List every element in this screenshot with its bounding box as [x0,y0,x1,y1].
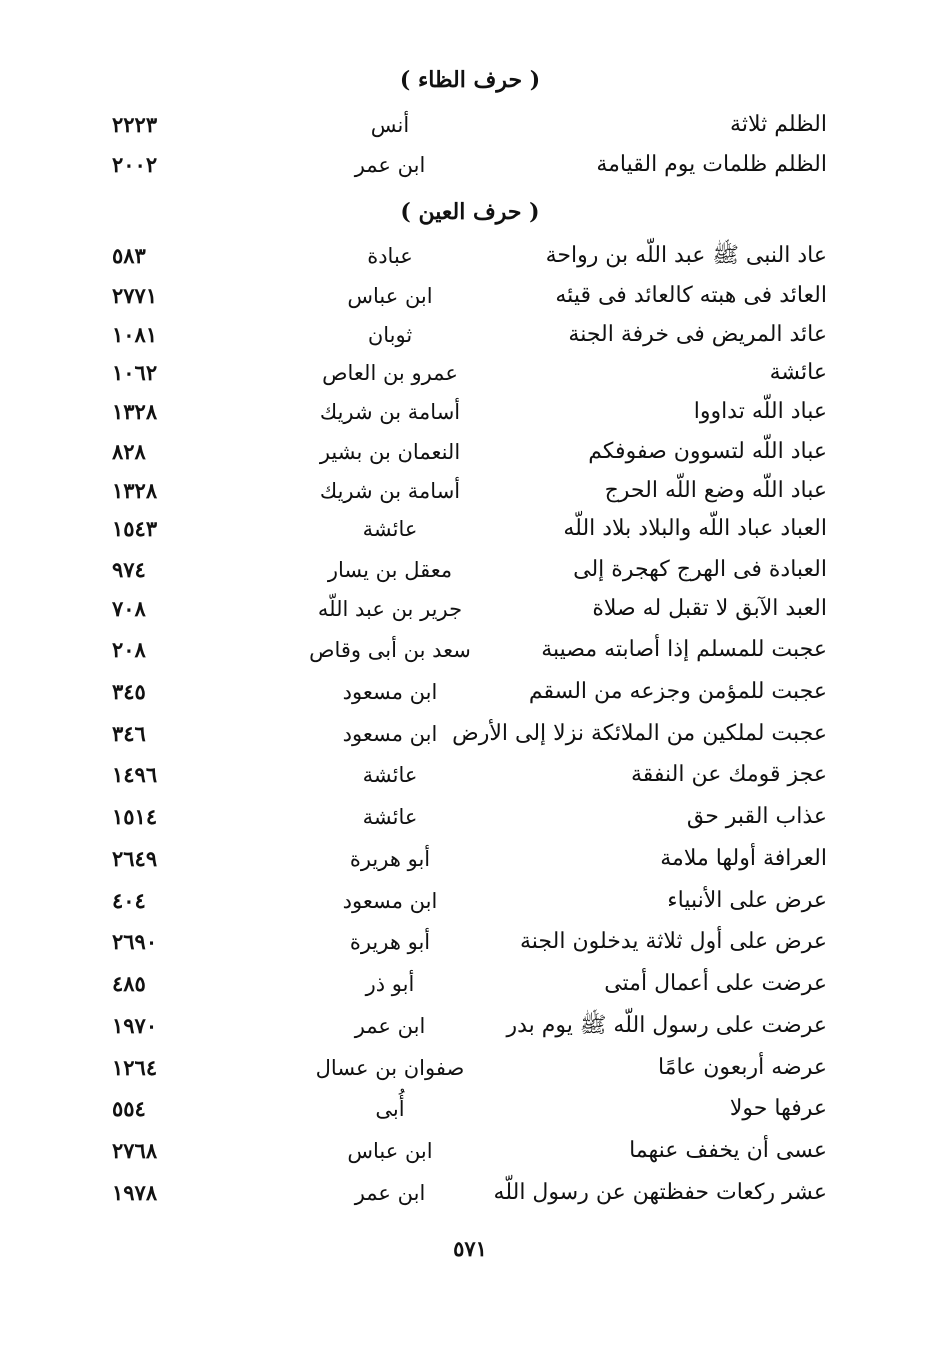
hadith-text: عرض على أول ثلاثة يدخلون الجنة [520,929,827,954]
hadith-text: عرضت على رسول اللّه ﷺ يوم بدر [506,1013,827,1038]
hadith-number: ٧٠٨ [112,596,146,621]
hadith-number: ١٩٧٠ [112,1013,158,1038]
hadith-text: عباد اللّه لتسوون صفوفكم [588,439,827,464]
hadith-number: ٢٧٧١ [112,283,158,308]
index-row [0,276,939,316]
hadith-text: الظلم ظلمات يوم القيامة [596,152,827,177]
narrator: أنس [370,113,410,137]
index-row [0,471,939,511]
hadith-text: العبد الآبق لا تقبل له صلاة [592,596,827,621]
hadith-number: ٢٧٦٨ [112,1138,158,1163]
hadith-number: ٣٤٥ [112,679,146,704]
narrator: أبو هريرة [349,930,431,954]
index-row [0,432,939,472]
index-row [0,236,939,276]
narrator: عائشة [362,805,418,829]
narrator: ابن عمر [354,1181,426,1205]
hadith-text: عجبت لملكين من الملائكة نزلا إلى الأرض [452,721,827,746]
index-row [0,509,939,549]
hadith-number: ٨٢٨ [112,439,146,464]
narrator: أُبى [375,1097,405,1121]
narrator: ثوبان [367,323,413,347]
hadith-text: عرض على الأنبياء [667,888,827,913]
narrator: أسامة بن شريك [319,400,461,424]
index-row [0,755,939,795]
narrator: أبو هريرة [349,847,431,871]
hadith-text: عرضت على أعمال أمتى [604,971,827,996]
hadith-number: ١٥١٤ [112,804,158,829]
hadith-text: عذاب القبر حق [686,804,827,829]
narrator: عائشة [362,763,418,787]
hadith-number: ١٢٦٤ [112,1055,158,1080]
narrator: معقل بن يسار [327,558,453,582]
hadith-number: ٢٠٨ [112,637,146,662]
narrator: ابن مسعود [342,680,438,704]
hadith-text: عجز قومك عن النفقة [630,762,827,787]
hadith-number: ٢٦٩٠ [112,929,158,954]
narrator: أسامة بن شريك [319,479,461,503]
index-row [0,353,939,393]
hadith-number: ١٠٦٢ [112,360,158,385]
index-row [0,881,939,921]
hadith-number: ١٣٢٨ [112,399,158,424]
hadith-number: ٢٦٤٩ [112,846,158,871]
index-row [0,714,939,754]
narrator: النعمان بن بشير [319,440,461,464]
index-row [0,550,939,590]
hadith-number: ١٠٨١ [112,322,158,347]
hadith-number: ٤٨٥ [112,971,146,996]
narrator: ابن عباس [347,1139,433,1163]
hadith-text: عائشة [769,360,827,385]
index-row [0,1006,939,1046]
narrator: أبو ذر [365,972,415,996]
index-row [0,922,939,962]
index-row [0,589,939,629]
index-row [0,839,939,879]
index-row [0,964,939,1004]
narrator: ابن عمر [354,1014,426,1038]
index-row [0,1131,939,1171]
narrator: سعد بن أبى وقاص [309,638,471,662]
hadith-text: عرضه أربعون عامًا [657,1055,827,1080]
index-row [0,797,939,837]
hadith-text: عجبت للمسلم إذا أصابته مصيبة [541,637,827,662]
hadith-number: ٢٢٢٣ [112,112,158,137]
section-heading-ain: ( حرف العين ) [400,199,540,225]
hadith-text: الظلم ثلاثة [730,112,827,137]
hadith-text: العرافة أولها ملامة [660,846,827,871]
hadith-text: العائد فى هبته كالعائد فى قيئه [555,283,827,308]
index-row [0,315,939,355]
hadith-number: ٥٨٣ [112,243,146,268]
hadith-text: العباد عباد اللّه والبلاد بلاد اللّه [563,516,827,541]
index-row [0,1048,939,1088]
narrator: عائشة [362,517,418,541]
hadith-number: ٤٠٤ [112,888,146,913]
hadith-text: العبادة فى الهرج كهجرة إلى [573,557,827,582]
narrator: عبادة [367,244,413,268]
hadith-text: عباد اللّه تداووا [693,399,827,424]
hadith-number: ٩٧٤ [112,557,146,582]
page-number: ٥٧١ [453,1236,487,1261]
hadith-number: ١٥٤٣ [112,516,158,541]
index-row [0,672,939,712]
hadith-number: ٥٥٤ [112,1096,146,1121]
hadith-text: عاد النبى ﷺ عبد اللّه بن رواحة [545,243,827,268]
hadith-number: ١٣٢٨ [112,478,158,503]
narrator: جرير بن عبد اللّه [317,597,463,621]
hadith-text: عباد اللّه وضع اللّه الحرج [604,478,827,503]
hadith-number: ٣٤٦ [112,721,146,746]
hadith-number: ١٤٩٦ [112,762,158,787]
narrator: ابن مسعود [342,722,438,746]
hadith-number: ٢٠٠٢ [112,152,158,177]
hadith-text: عرفها حولا [729,1096,827,1121]
hadith-number: ١٩٧٨ [112,1180,158,1205]
hadith-text: عجبت للمؤمن وجزعه من السقم [528,679,827,704]
index-row [0,392,939,432]
section-heading-zah: ( حرف الظاء ) [399,67,541,93]
hadith-text: عشر ركعات حفظتهن عن رسول اللّه [493,1180,827,1205]
narrator: ابن عمر [354,153,426,177]
index-row [0,1173,939,1213]
narrator: عمرو بن العاص [322,361,458,385]
narrator: صفوان بن عسال [315,1056,465,1080]
narrator: ابن عباس [347,284,433,308]
hadith-text: عسى أن يخفف عنهما [629,1138,827,1163]
index-row [0,630,939,670]
hadith-text: عائد المريض فى خرفة الجنة [568,322,827,347]
index-row [0,145,939,185]
index-row [0,1089,939,1129]
index-row [0,105,939,145]
narrator: ابن مسعود [342,889,438,913]
